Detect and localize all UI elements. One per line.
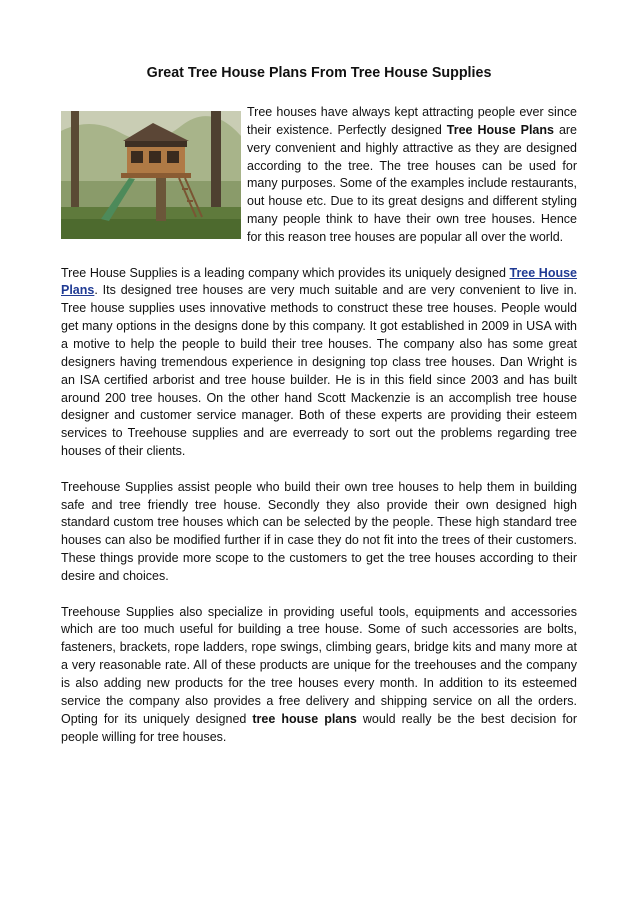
paragraph-accessories bbox=[61, 604, 577, 747]
paragraph-assist: Treehouse Supplies assist people who build their own tree houses to help them in building safe and tree friendly tree house. Secondly they also provide their own designed high standard custom tree houses which can be selected by the people. These high standard tree houses can also be modified further if in case they do not fit into the trees of their customers. These things provide more scope to the customers to get the tree houses according to their desire and choices. bbox=[61, 479, 577, 583]
tree-house-plans-link[interactable]: Tree House Plans bbox=[61, 265, 578, 298]
document-title: Great Tree House Plans From Tree House Supplies bbox=[146, 65, 492, 81]
paragraph-company-start: Tree House Supplies is a leading company which provides its uniquely designed bbox=[61, 265, 510, 280]
paragraph-accessories-text: Treehouse Supplies also specialize in providing useful tools, equipments and accessories which are too much useful for building a tree house. Some of such accessories are bolts, fasteners, brackets, rope ladders, rope swings, climbing gears, bridge kits and many more at a very reasonable rate. All of these products are unique for the treehouses and the company is also adding new products for the tree houses every month. In addition to its esteemed service the company also provides a free delivery and shipping service on all the orders. Opting for its uniquely designed bbox=[61, 604, 577, 726]
paragraph-intro bbox=[61, 104, 577, 247]
tree-house-plans-bold: Tree House Plans bbox=[446, 122, 554, 137]
document-body bbox=[61, 104, 577, 764]
paragraph-intro-text: Tree houses have always kept attracting people ever since their existence. Perfectly designed bbox=[247, 105, 577, 137]
paragraph-intro-rest: are very convenient and highly attractive as they are designed according to the tree. The tree houses can be used for many purposes. Some of the examples include restaurants, out house etc. Due to its great designs and different styling many people think to have their own tree houses. Hence for this reason tree houses are popular all over the world. bbox=[247, 122, 578, 244]
paragraph-company bbox=[61, 265, 577, 461]
tree-house-plans-bold-end: tree house plans bbox=[252, 711, 357, 726]
paragraph-accessories-rest: would really be the best decision for people willing for tree houses. bbox=[61, 711, 577, 744]
tree-house-photo bbox=[61, 111, 241, 239]
paragraph-company-rest: . Its designed tree houses are very much suitable and are very convenient to live in. Tree house supplies uses innovative methods to construct these tree houses. People would get many options in the designs done by this company. It got established in 2009 in USA with a motive to help the people to build their tree houses. The company also has some great designers having tremendous experience in designing top class tree houses. Dan Wright is an ISA certified arborist and tree house builder. He is in this field since 2003 and has built around 200 tree houses. On the other hand Scott Mackenzie is an accomplish tree house designer and customer service manager. Both of these experts are providing their esteem services to Treehouse supplies and are everready to sort out the problems regarding tree houses of their clients. bbox=[61, 283, 577, 459]
